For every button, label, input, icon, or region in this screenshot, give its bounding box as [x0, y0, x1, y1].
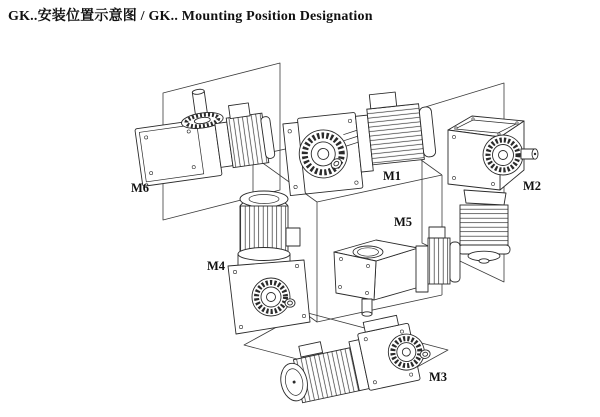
label-m5: M5 [393, 215, 413, 229]
terminal-box [429, 227, 445, 238]
page-title: GK..安装位置示意图 / GK.. Mounting Position Designation [8, 9, 373, 24]
terminal-box [369, 92, 396, 109]
gear-motor-m5-illustration [334, 227, 460, 316]
fan-cover [450, 242, 460, 282]
gear-motor-m4-illustration [228, 191, 310, 334]
terminal-box [286, 228, 300, 246]
motor-body [460, 205, 508, 245]
label-m6: M6 [130, 181, 150, 195]
label-m2: M2 [522, 179, 542, 193]
label-m4: M4 [206, 259, 226, 273]
motor-adapter [464, 190, 506, 205]
motor-body [240, 206, 288, 254]
gear-motor-m1-illustration [281, 89, 439, 196]
motor-adapter [416, 246, 428, 292]
fan-cover [240, 191, 288, 207]
gearbox-housing [135, 118, 222, 187]
label-m1: M1 [382, 169, 402, 183]
label-m3: M3 [428, 370, 448, 384]
gear-motor-m6-illustration [131, 80, 277, 186]
motor-body [428, 238, 450, 284]
terminal-box [229, 103, 251, 119]
motor-body [367, 104, 425, 165]
